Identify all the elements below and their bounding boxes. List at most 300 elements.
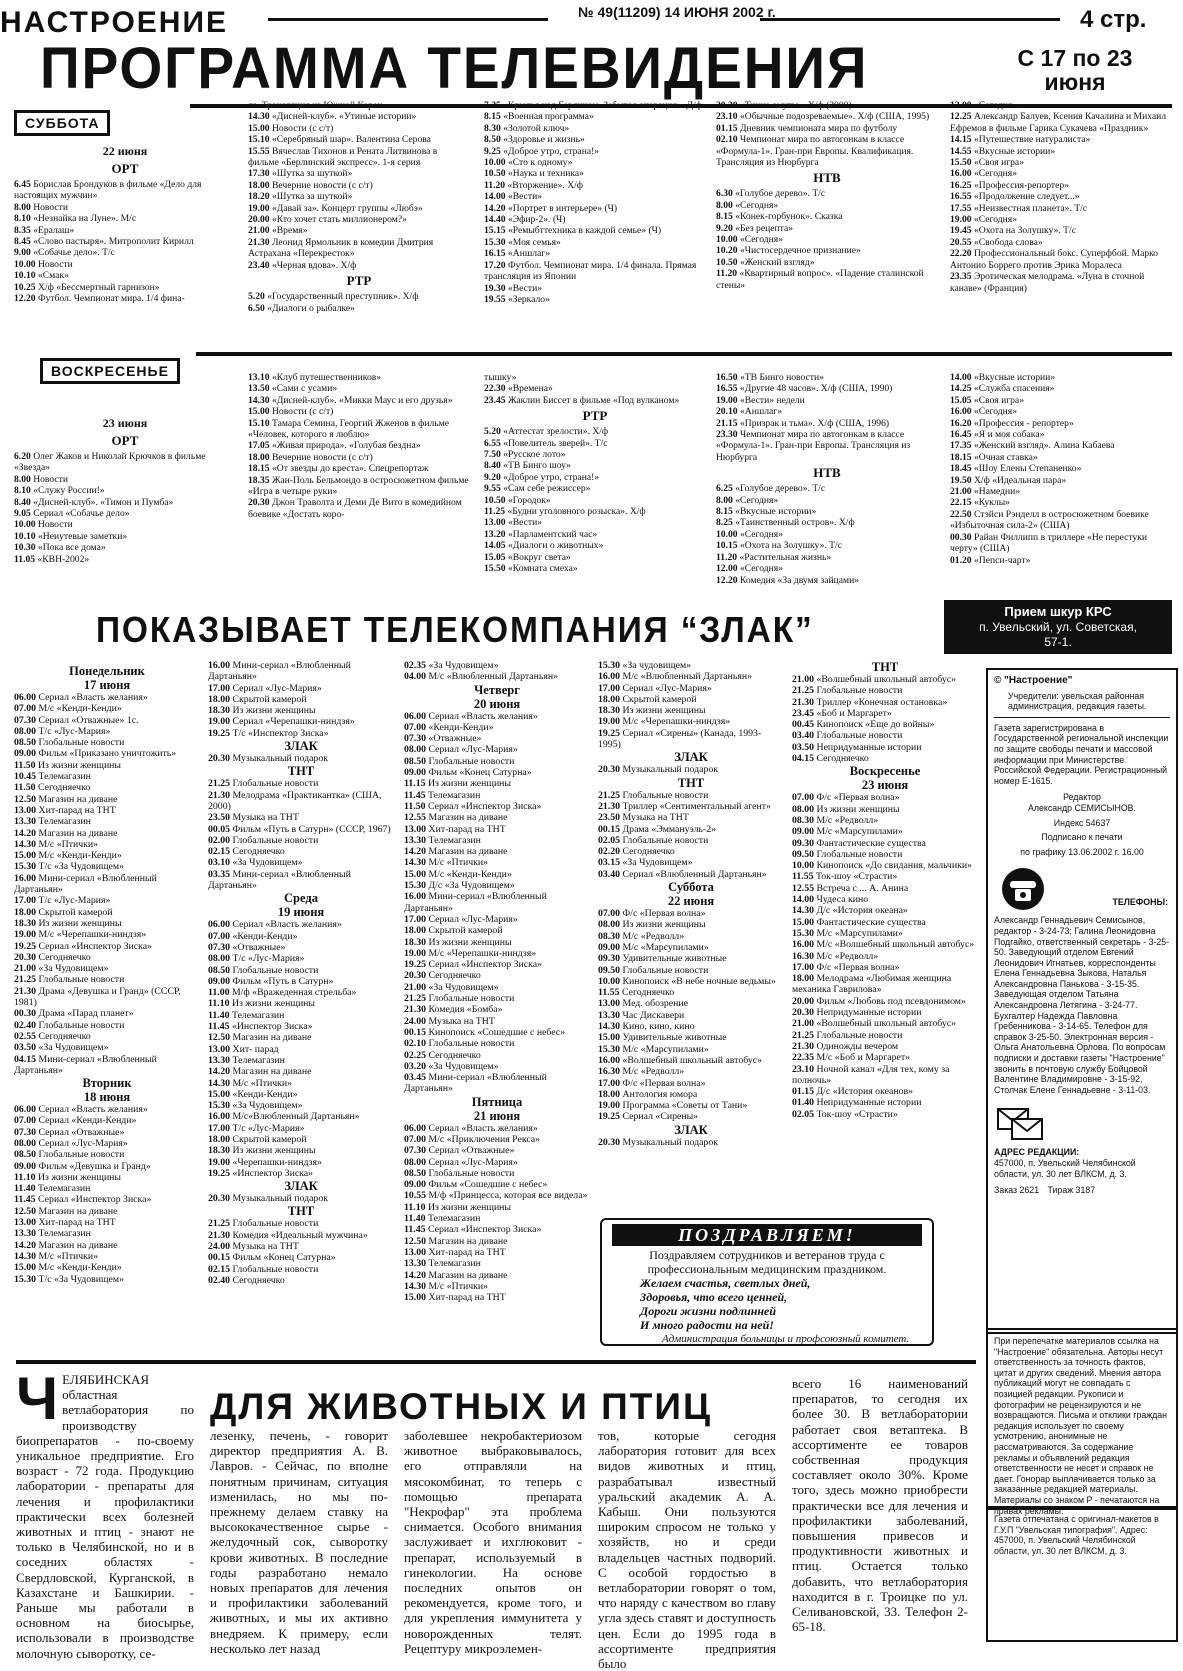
program-entry: 16.30 М/с «Редволл» <box>598 1066 685 1078</box>
imprint-box <box>986 668 1178 1334</box>
congrats-line: Дороги жизни подлинней <box>640 1304 777 1318</box>
program-entry: 9.00 «Собачье дело». Т/с <box>14 247 115 259</box>
program-entry: 20.55 «Свобода слова» <box>950 236 1043 248</box>
program-entry: 11.40 Телемагазин <box>14 1183 91 1195</box>
zlak-heading: Пятница <box>471 1094 523 1109</box>
program-entry: 18.00 Скрытой камерой <box>404 925 503 937</box>
program-entry: 15.30 Т/с «За Чудовищем» <box>14 1273 124 1285</box>
program-entry: 24.00 Музыка на ТНТ <box>208 1241 299 1253</box>
program-entry: 11.50 Из жизни женщины <box>14 759 122 771</box>
program-entry: 08.00 Сериал «Лус-Мария» <box>14 1137 128 1149</box>
imprint-brand: © "Настроение" <box>994 675 1073 686</box>
printing-box <box>986 1506 1178 1642</box>
program-entry: 17.55 «Неизвестная планета». Т/с <box>950 202 1088 214</box>
program-entry: 13.30 Телемагазин <box>14 1228 91 1240</box>
program-entry: 23.10 «Обычные подозреваемые». Х/ф (США, 1995) <box>716 111 930 123</box>
program-entry: 10.25 Х/ф «Бессмертный гарнизон» <box>14 281 160 293</box>
zlak-column <box>598 660 784 1148</box>
program-entry: 02.40 Глобальные новости <box>14 1019 125 1031</box>
program-entry: 18.00 Вечерние новости (с с/т) <box>248 451 373 463</box>
program-entry: 16.00 «Сегодня» <box>950 406 1017 418</box>
program-entry: 11.45 Сериал «Инспектор Зиска» <box>14 1194 152 1206</box>
program-entry: 11.55 Ток-шоу «Страсти» <box>792 871 898 883</box>
program-entry: 23.50 Музыка на ТНТ <box>208 812 299 824</box>
program-entry: 14.20 Магазин на диване <box>14 827 118 839</box>
program-entry: 07.00 М/с «Приключения Рекса» <box>404 1133 541 1145</box>
program-entry: 17.05 «Живая природа». «Голубая бездна» <box>248 440 421 452</box>
program-entry: 22.15 «Куклы» <box>950 497 1010 509</box>
envelope-icon <box>996 1103 1046 1143</box>
program-entry: 8.45 «Слово пастыря». Митрополит Кирилл <box>14 236 194 248</box>
zlak-heading: 21 июня <box>473 1108 521 1123</box>
program-entry: 21.30 Комедия «Бомба» <box>404 1004 503 1016</box>
program-entry: 21.30 Драма «Девушка и Гранд» (СССР, 1981) <box>14 985 181 1009</box>
program-entry: 23.45 Жаклин Биссет в фильме «Под вулканом» <box>484 394 680 406</box>
zlak-heading: Вторник <box>82 1076 132 1091</box>
program-entry: 21.25 Глобальные новости <box>404 993 515 1005</box>
date-range-line1: С 17 по 23 <box>1017 45 1133 71</box>
program-entry: тышку» <box>484 372 517 383</box>
program-entry: 22.35 М/с «Боб и Маргарет» <box>792 1052 911 1064</box>
zlak-column <box>404 660 590 1303</box>
program-entry: 14.00 «Вести» <box>484 191 543 203</box>
program-entry: 00.30 Драма «Парад планет» <box>14 1008 134 1020</box>
program-entry: 03.40 Глобальные новости <box>792 730 903 742</box>
program-entry: 12.55 Встреча с ... А. Анина <box>792 882 909 894</box>
congrats-signature: Администрация больницы и профсоюзный комитет. <box>662 1333 910 1345</box>
program-entry: 13.00 Хит- парад <box>208 1043 279 1055</box>
article-col-3: заболевшее некробактериозом животное выбраковывалось, его отправляли на мясокомбинат, то теперь с помощью препарата "Некрофар" эта проблема снимается. Особого внимания заслуживает и ихглюковит - препарат, используемый в гинекологии. На основе последних опытов он рекомендуется, кроме того, и для укрепления иммунитета у новорожденных телят. Рецептуру микроэлемен- <box>404 1428 582 1656</box>
program-entry: 03.10 «За Чудовищем» <box>208 857 303 869</box>
program-entry: 19.00 «Сегодня» <box>950 214 1017 226</box>
program-entry: 02.25 Сегодняечко <box>404 1049 481 1061</box>
program-entry: 08.00 Т/с «Лус-Мария» <box>208 953 305 965</box>
program-entry: 14.00 «Вкусные истории» <box>950 372 1056 383</box>
program-entry: 21.00 «Волшебный школьный автобус» <box>792 1018 956 1030</box>
program-entry: 13.00 Хит-парад на ТНТ <box>404 823 506 835</box>
program-entry: 13.30 Телемагазин <box>14 816 91 828</box>
article-col-2: лезенку, печень, - говорит директор предприятия А. В. Лавров. - Сейчас, по вполне понятным причинам, ситуация изменилась, но мы по-прежнему делаем ставку на высококачественное сырье - желудочный сок, сыворотку крови животных. В последние годы разработано немало новых препаратов для лечения и профилактики заболеваний животных, и мы их активно внедряем. К примеру, если несколько лет назад <box>210 1428 388 1656</box>
program-entry: 13.00 Мед. обозрение <box>598 998 688 1010</box>
ad-address-2: 57-1. <box>1044 635 1072 649</box>
program-entry: 15.00 Хит-парад на ТНТ <box>404 1292 506 1304</box>
program-entry: 15.00 Удивительные животные <box>598 1032 727 1044</box>
program-entry: 6.20 Олег Жаков и Николай Крючков в фильме «Звезда» <box>14 451 206 474</box>
program-entry: 6.25 «Голубое дерево». Т/с <box>716 483 826 495</box>
program-entry: 17.20 Футбол. Чемпионат мира. 1/4 финала. Прямая трансляция из Японии <box>484 259 697 283</box>
program-entry: 11.05 «КВН-2002» <box>14 553 90 565</box>
program-entry: 17.00 Т/с «Лус-Мария» <box>14 895 111 907</box>
program-entry: 03.50 «За Чудовищем» <box>14 1042 109 1054</box>
zlak-heading: ЗЛАК <box>284 739 318 754</box>
program-entry: 5.20 «Государственный преступник». Х/ф <box>248 291 419 303</box>
program-entry: 00.30 Райан Филлипп в триллере «Не перестуки черту» (США) <box>950 531 1148 555</box>
program-entry: 01.15 Дневник чемпионата мира по футболу <box>716 122 898 134</box>
program-entry: 21.30 Леонид Ярмольник в комедии Дмитрия Астрахана «Перекресток» <box>248 236 434 260</box>
program-entry: 15.10 Тамара Семина, Георгий Жженов в фильме «Человек, которого я люблю» <box>248 417 450 441</box>
program-entry: 14.55 «Вкусные истории» <box>950 145 1056 157</box>
program-entry: 11.40 Телемагазин <box>208 1009 285 1021</box>
program-entry: 20.30 Музыкальный подарок <box>208 753 328 765</box>
program-entry: 02.00 Глобальные новости <box>208 834 319 846</box>
program-entry: 16.00 «Сегодня» <box>950 168 1017 180</box>
program-entry: 12.00 «Сегодня» <box>950 100 1017 111</box>
program-entry: 10.50 «Женский взгляд» <box>716 256 815 268</box>
program-entry: 08.50 Глобальные новости <box>14 737 125 749</box>
program-entry: 11.10 Из жизни женщины <box>14 1171 122 1183</box>
program-entry: 20.30 Музыкальный подарок <box>208 1193 328 1205</box>
program-entry: 02.05 Глобальные новости <box>598 834 709 846</box>
program-entry: 18.30 Из жизни женщины <box>598 705 706 717</box>
print-run: Тираж 3187 <box>1047 1185 1096 1196</box>
zlak-heading: ТНТ <box>871 660 899 674</box>
program-entry: 11.20 «Вторжение». Х/ф <box>484 179 584 191</box>
program-entry: 17.30 «Шутка за шуткой» <box>248 168 353 180</box>
program-entry: 16.30 М/с «Редволл» <box>792 950 879 962</box>
program-entry: 18.20 «Шутка за шуткой» <box>248 191 353 203</box>
channel-name: ОРТ <box>111 433 139 448</box>
program-entry: 07.30 Сериал «Отважные» <box>404 1145 515 1157</box>
program-entry: 8.35 «Ералаш» <box>14 224 75 236</box>
ad-title: Прием шкур КРС <box>1004 604 1112 619</box>
program-entry: 06.00 Сериал «Власть желания» <box>208 919 342 931</box>
program-entry: 10.30 «Пока все дома» <box>14 542 106 554</box>
program-entry: 18.30 Из жизни женщины <box>208 1145 316 1157</box>
program-entry: 14.15 «Путешествие натуралиста» <box>950 134 1091 146</box>
program-entry: ла. Трансляция из Южной Кореи <box>248 100 383 111</box>
program-entry: 13.00 Хит-парад на ТНТ <box>14 804 116 816</box>
program-entry: 16.00 Мини-сериал «Влюбленный Дартаньян» <box>208 660 351 683</box>
program-entry: 12.00 «Сегодня» <box>716 563 783 575</box>
program-entry: 18.00 Скрытой камерой <box>14 906 113 918</box>
program-entry: 18.35 Жан-Поль Бельмондо в остросюжетном фильме «Игра в четыре руки» <box>248 474 469 498</box>
program-entry: 18.00 Вечерние новости (с с/т) <box>248 179 373 191</box>
program-entry: 21.25 Глобальные новости <box>208 1218 319 1230</box>
program-entry: 08.00 Т/с «Лус-Мария» <box>14 725 111 737</box>
program-entry: 02.40 Сегодняечко <box>208 1274 285 1286</box>
imprint-registration: Газета зарегистрирована в Государственной региональной инспекции по защите свободы печати и массовой информации при Министерстве Российской Федерации. Регистрационный номер Е-1615. <box>994 722 1169 786</box>
program-entry: 07.00 Ф/с «Первая волна» <box>598 908 706 920</box>
program-entry: 17.35 «Женский взгляд». Алина Кабаева <box>950 440 1115 452</box>
zlak-heading: ТНТ <box>677 775 705 790</box>
sunday-column <box>716 372 938 586</box>
program-entry: 01.40 Непридуманные истории <box>792 1097 922 1109</box>
program-entry: 10.10 «Неиутевые заметки» <box>14 530 128 542</box>
printing-text: Газета отпечатана с оригинал-макетов в Г.У.П "Увельская типография". Адрес: 457000, п. Увельский Челябинской области, ул. 30 лет ВЛКСМ, д. 3. <box>994 1514 1159 1556</box>
program-entry: 21.30 Одиножды вечером <box>792 1040 899 1052</box>
congrats-verse <box>602 1276 932 1332</box>
program-entry: 11.50 Сериал «Инспектор Зиска» <box>404 800 542 812</box>
congrats-lead: Поздравляем сотрудников и ветеранов труда с профессиональным медицинским праздником. <box>647 1248 887 1276</box>
program-entry: 15.00 Новости (с с/т) <box>248 406 334 418</box>
program-entry: 19.25 Сериал «Сирены» (Канада, 1993-1995) <box>598 727 762 751</box>
program-entry: 23.40 «Черная вдова». Х/ф <box>248 259 357 271</box>
program-entry: 07.00 Ф/с «Первая волна» <box>792 792 900 804</box>
program-entry: 18.00 Скрытой камерой <box>208 693 307 705</box>
program-entry: 07.30 Сериал «Отважные» 1с. <box>14 714 139 726</box>
schedule-date: 22 июня <box>102 144 148 158</box>
rules-box <box>986 1328 1178 1516</box>
zlak-heading: Воскресенье <box>849 764 921 779</box>
phone-icon <box>1000 867 1046 911</box>
program-entry: 11.10 Из жизни женщины <box>404 1201 512 1213</box>
program-entry: 9.55 «Сам себе режиссер» <box>484 483 591 495</box>
program-entry: 12.20 Футбол. Чемпионат мира. 1/4 фина- <box>14 293 185 305</box>
program-entry: 02.15 Сегодняечко <box>208 846 285 858</box>
program-entry: 7.25 «Крылья над Берлином. Забытая операция». Д/ф <box>484 100 702 111</box>
program-entry: 19.00 М/с «Черепашки-ниндзя» <box>14 929 147 941</box>
zlak-heading: ТНТ <box>287 1204 315 1219</box>
program-entry: 18.00 Мелодрама «Любимая женщина механика Гаврилова» <box>792 973 952 996</box>
program-entry: 08.50 Глобальные новости <box>404 755 515 767</box>
program-entry: 17.00 Т/с «Лус-Мария» <box>208 1122 305 1134</box>
sunday-column <box>484 372 706 575</box>
program-entry: 18.15 «Очная ставка» <box>950 451 1038 463</box>
program-entry: 08.30 М/с «Редволл» <box>598 930 685 942</box>
program-entry: 19.00 М/с «Черепашки-ниндзя» <box>404 947 537 959</box>
program-entry: 17.00 Сериал «Лус-Мария» <box>598 682 712 694</box>
program-entry: 15.05 «Вокруг света» <box>484 551 571 563</box>
program-entry: 6.45 Борислав Брондуков в фильме «Дело для настоящих мужчин» <box>14 179 202 202</box>
program-entry: 7.50 «Русское лото» <box>484 449 566 461</box>
program-entry: 09.00 Фильм «Девушка и Гранд» <box>14 1160 151 1172</box>
saturday-column <box>716 100 938 291</box>
program-entry: 00.45 Кинопоиск «Еще до войны» <box>792 719 935 731</box>
zlak-column <box>14 664 200 1285</box>
program-entry: 23.30 Чемпионат мира по автогонкам в классе «Формула-1». Гран-при Европы. Трансляция из Нюрбурга <box>716 429 911 463</box>
zlak-heading: 23 июня <box>861 778 909 793</box>
page-number: 4 стр. <box>1080 6 1147 33</box>
program-entry: 19.00 «Черепашки-ниндзя» <box>208 1156 322 1168</box>
program-entry: 17.00 Сериал «Лус-Мария» <box>208 682 322 694</box>
program-entry: 15.30 «За Чудовищем» <box>208 1100 303 1112</box>
program-entry: 01.15 Д/с «История океанов» <box>792 1086 914 1098</box>
program-entry: 14.20 Магазин на диване <box>208 1066 312 1078</box>
program-entry: 15.00 М/с «Кенди-Кенди» <box>14 1262 122 1274</box>
program-entry: 08.00 Из жизни женщины <box>792 803 900 815</box>
program-entry: 19.45 «Охота на Золушку». Т/с <box>950 225 1076 237</box>
program-entry: 20.10 «Аншлаг» <box>716 406 783 418</box>
program-entry: 00.15 Драма «Эммануэль-2» <box>598 823 716 835</box>
program-entry: 09.50 Глобальные новости <box>598 964 709 976</box>
saturday-column <box>248 100 470 314</box>
program-entry: 21.00 «Время» <box>248 225 308 237</box>
program-entry: 12.50 Магазин на диване <box>14 1205 118 1217</box>
masthead-rule <box>760 18 1060 21</box>
program-entry: 14.20 Магазин на диване <box>14 1239 118 1251</box>
program-entry: 21.25 Глобальные новости <box>598 789 709 801</box>
program-entry: 07.30 Сериал «Отважные» <box>14 1126 125 1138</box>
program-entry: 11.20 «Растительная жизнь» <box>716 551 832 563</box>
phones-text: Александр Геннадьевич Семисынов, редактор - 3-24-73; Галина Леонидовна Подгайко, ответственный секретарь - 3-25-50. Заведующий отделом Евгений Леонидович Игнатьев, корреспонденты Елена Геннадьевна Зыкова, Наталья Александровна Панькова - 3-15-35. Заведующая отделом Татьяна Александровна Летягина - 3-24-77. Бухгалтер Надежда Павловна Гребенникова - 3-14-65. Телефон для справок 3-25-50. Электронная версия - Ольга Анатольевна Орлова. По вопросам подписки и доставки газеты "Настроение" звонить в почтовую службу Бойцовой Валентине Владимировне - 3-15-92, Столчак Елене Геннадьевне - 3-11-03. <box>994 915 1170 1095</box>
program-entry: 19.00 «Вести» недели <box>716 394 805 406</box>
program-entry: 14.20 Магазин на диване <box>404 846 508 858</box>
rules-text: При перепечатке материалов ссылка на "Настроение" обязательна. Авторы несут ответственность за точность фактов, цитат и других сведений. Мнения автора публикаций могут не совпадать с позицией редакции. Рукописи и фотографии не рецензируются и не возвращаются. Письма и отклики граждан редакция использует по своему усмотрению, анонимные не рассматриваются. За содержание рекламы и объявлений редакция ответственности не несет и справок не дает. Гонорар выплачивается только за заказанные редакцией материалы. Материалы со знаком Р - печатаются на правах рекламы. <box>994 1336 1168 1516</box>
program-entry: 15.10 «Серебряный шар». Валентина Серова <box>248 134 431 146</box>
program-entry: 12.25 Александр Балуев, Ксения Качалина и Михаил Ефремов в фильме Гарика Сукачева «Праздник» <box>950 111 1167 134</box>
program-entry: 11.40 Телемагазин <box>404 1213 481 1225</box>
program-entry: 15.00 М/с «Кенди-Кенди» <box>14 850 122 862</box>
program-entry: 14.40 «Эфир-2». (Ч) <box>484 214 566 226</box>
index: Индекс 54637 <box>1053 817 1111 828</box>
program-entry: 21.00 «За Чудовищем» <box>404 981 499 993</box>
editor-title: Редактор <box>1063 792 1101 803</box>
program-entry: 9.20 «Без рецепта» <box>716 222 794 234</box>
article-col-5: всего 16 наименований препаратов, то сегодня их более 30. В ветлаборатории работает своя ветаптека. В ассортименте ее товаров собственная продукция составляет около 30%. Кроме того, здесь можно приобрести практически все для лечения и профилактики заболеваний, повышения привесов и продуктивности животных и птиц. Остается только добавить, что ветлаборатория находится в г. Троицке по ул. Селивановской, 33. Телефон 2-65-18. <box>792 1376 968 1635</box>
program-entry: 10.50 «Городок» <box>484 494 551 506</box>
program-entry: 18.30 Из жизни женщины <box>404 936 512 948</box>
program-entry: 14.30 М/с «Птички» <box>404 857 489 869</box>
program-entry: 14.30 М/с «Птички» <box>14 1250 99 1262</box>
program-entry: 09.00 М/с «Марсупилами» <box>598 941 709 953</box>
program-entry: 21.30 Комедия «Идеальный мужчина» <box>208 1229 368 1241</box>
section-name: НАСТРОЕНИЕ <box>0 6 229 39</box>
program-entry: 10.00 Кинопоиск «В небе ночные ведьмы» <box>598 975 776 987</box>
zlak-heading: ТНТ <box>287 764 315 779</box>
program-entry: 06.00 Сериал «Власть желания» <box>404 1122 538 1134</box>
program-entry: 04.00 М/с «Влюбленный Дартаньян» <box>404 671 559 683</box>
program-entry: 6.30 «Голубое дерево». Т/с <box>716 188 826 200</box>
program-entry: 00.15 Кинопоиск «Сошедшие с небес» <box>404 1026 566 1038</box>
program-entry: 14.30 М/с «Птички» <box>404 1280 489 1292</box>
article-col-4: тов, которые сегодня лаборатория готовит для всех видов животных и птиц, разрабатывал известный уральский академик А. А. Кабыш. Они пользуются широким спросом не только у хозяйств, но и среди владельцев частных подворий. С особой гордостью в ветлаборатории говорят о том, что наряду с качеством во главу угла здесь ставят и доступность цен. Если до 1995 года в ассортименте предприятия было <box>598 1428 776 1671</box>
ad-address: п. Увельский, ул. Советская, <box>979 620 1137 634</box>
program-entry: 18.30 Из жизни женщины <box>14 917 122 929</box>
imprint-founder: Учредители: увельская районная администрация, редакция газеты. <box>1008 690 1147 712</box>
date-range <box>990 46 1160 94</box>
program-entry: 02.20 Сегодняечко <box>598 846 675 858</box>
program-entry: 21.25 Глобальные новости <box>792 1029 903 1041</box>
program-entry: 10.15 «Охота на Золушку». Т/с <box>716 540 842 552</box>
zlak-heading: Суббота <box>668 880 714 895</box>
program-entry: 19.00 «Давай за». Концерт группы «Любэ» <box>248 202 423 214</box>
zlak-column <box>208 660 394 1286</box>
program-entry: 10.00 «Сто к одному» <box>484 157 573 169</box>
program-entry: 15.30 Т/с «За Чудовищем» <box>14 861 124 873</box>
program-entry: 11.50 Сегодняечко <box>14 782 91 794</box>
program-entry: 20.30 Музыкальный подарок <box>598 1136 718 1148</box>
program-entry: 07.00 «Кенди-Кенди» <box>404 721 494 733</box>
program-entry: 11.45 «Инспектор Зиска» <box>208 1021 313 1033</box>
program-entry: 02.15 Глобальные новости <box>208 1263 319 1275</box>
program-entry: 10.00 Кинопоиск «До свидания, мальчики» <box>792 860 972 872</box>
program-entry: 00.15 Фильм «Конец Сатурна» <box>208 1252 336 1264</box>
program-entry: 19.25 Сериал «Сирены» <box>598 1111 699 1123</box>
program-entry: 8.00 «Сегодня» <box>716 199 779 211</box>
program-entry: 23.45 «Боб и Маргарет» <box>792 707 892 719</box>
program-entry: 12.55 Магазин на диване <box>404 812 508 824</box>
program-entry: 02.10 Чемпионат мира по автогонкам в классе «Формула-1». Гран-при Европы. Квалификация. Трансляция из Нюрбурга <box>716 134 914 169</box>
program-entry: 10.55 М/ф «Принцесса, которая все видела» <box>404 1190 588 1202</box>
program-entry: 13.50 «Сами с усами» <box>248 383 338 395</box>
program-entry: 12.20 Комедия «За двумя зайцами» <box>716 574 860 586</box>
program-entry: 12.50 Магазин на диване <box>14 793 118 805</box>
program-entry: 14.30 «Дисней-клуб». «Утиные истории» <box>248 111 417 123</box>
program-entry: 16.55 «Другие 48 часов». Х/ф (США, 1990) <box>716 383 893 395</box>
issue-info: № 49(11209) 14 ИЮНЯ 2002 г. <box>578 4 776 20</box>
program-entry: 16.00 Мини-сериал «Влюбленный Дартаньян» <box>14 872 157 896</box>
program-entry: 14.05 «Диалоги о животных» <box>484 540 604 552</box>
program-entry: 21.00 «Намедни» <box>950 486 1021 498</box>
program-entry: 15.30 Д/с «За Чудовищем» <box>404 880 515 892</box>
program-entry: 10.00 Новости <box>14 258 73 270</box>
program-entry: 8.15 «Конек-горбунок». Сказка <box>716 211 843 223</box>
program-entry: 20.30 Музыкальный подарок <box>598 764 718 776</box>
zlak-heading: 20 июня <box>473 696 521 711</box>
program-entry: 24.00 Музыка на ТНТ <box>404 1015 495 1027</box>
program-entry: 19.25 Сериал «Инспектор Зиска» <box>404 959 542 971</box>
program-entry: 16.00 М/с«Влюбленный Дартаньян» <box>208 1111 360 1123</box>
program-entry: 21.25 Глобальные новости <box>792 685 903 697</box>
program-entry: 19.25 Т/с «Инспектор Зиска» <box>208 727 329 739</box>
article-title: ДЛЯ ЖИВОТНЫХ И ПТИЦ <box>210 1386 712 1427</box>
sunday-column <box>14 372 236 565</box>
program-entry: 20.30 Сегодняечко <box>404 970 481 982</box>
program-entry: 19.50 Х/ф «Идеальная пара» <box>950 474 1067 486</box>
program-entry: 03.40 Сериал «Влюбленный Дартаньян» <box>598 868 767 880</box>
program-entry: 13.30 Час Дискавери <box>598 1009 685 1021</box>
program-entry: 15.55 Вячеслав Тихонов и Рената Литвинова в фильме «Берлинский экспресс». 1-я серия <box>248 145 438 169</box>
program-entry: 09.30 Фантастические существа <box>792 837 926 849</box>
drop-cap: Ч <box>16 1365 59 1432</box>
program-entry: 19.55 «Зеркало» <box>484 293 550 305</box>
zlak-heading: ЗЛАК <box>674 750 708 765</box>
day-label-sunday: ВОСКРЕСЕНЬЕ <box>40 358 180 384</box>
program-entry: 10.00 Новости <box>14 519 73 531</box>
program-entry: 16.55 «Продолжение следует...» <box>950 191 1080 203</box>
program-entry: 08.30 М/с «Редволл» <box>792 814 879 826</box>
program-entry: 03.50 Непридуманные истории <box>792 741 922 753</box>
day-rule <box>196 352 1172 356</box>
program-entry: 14.20 «Портрет в интерьере» (Ч) <box>484 202 618 214</box>
program-entry: 16.00 «Волшебный школьный автобус» <box>598 1054 762 1066</box>
program-entry: 13.00 «Вести» <box>484 517 543 529</box>
program-entry: 07.00 Сериал «Кенди-Кенди» <box>14 1115 137 1127</box>
program-entry: 16.25 «Профессия-репортер» <box>950 179 1069 191</box>
zlak-heading: Четверг <box>474 682 520 697</box>
program-entry: 16.15 «Аншлаг» <box>484 248 551 260</box>
zlak-heading: 17 июня <box>83 678 131 692</box>
program-entry: 11.15 Из жизни женщины <box>404 778 512 790</box>
program-entry: 21.30 Мелодрама «Практикантка» (США, 2000) <box>208 789 382 812</box>
masthead-rule <box>268 18 548 21</box>
program-entry: 07.00 М/с «Кенди-Кенди» <box>14 703 122 715</box>
program-entry: 02.05 Ток-шоу «Страсти» <box>792 1108 898 1120</box>
program-entry: 14.30 М/с «Птички» <box>14 838 99 850</box>
program-entry: 09.00 М/с «Марсупилами» <box>792 826 903 838</box>
program-entry: 8.15 «Вкусные истории» <box>716 506 817 518</box>
program-entry: 15.50 «Своя игра» <box>950 157 1024 169</box>
program-entry: 08.50 Глобальные новости <box>404 1167 515 1179</box>
saturday-column <box>950 100 1172 294</box>
program-entry: 22.30 «Времена» <box>484 383 553 395</box>
program-entry: 11.10 Из жизни женщины <box>208 998 316 1010</box>
program-entry: 08.00 Из жизни женщины <box>598 919 706 931</box>
program-entry: 03.45 Мини-сериал «Влюбленный Дартаньян» <box>404 1072 547 1095</box>
program-entry: 15.30 М/с «Марсупилами» <box>792 927 903 939</box>
program-entry: 18.30 Из жизни женщины <box>208 705 316 717</box>
ad-krs <box>944 600 1172 654</box>
program-entry: 09.00 Фильм «Конец Сатурна» <box>404 767 532 779</box>
program-entry: 20.30 Непридуманные истории <box>792 1007 922 1019</box>
program-entry: 21.30 Триллер «Сентиментальный агент» <box>598 800 771 812</box>
program-entry: 10.00 «Сегодня» <box>716 528 783 540</box>
program-entry: 13.00 Хит-парад на ТНТ <box>404 1246 506 1258</box>
program-entry: 14.00 Чудеса кино <box>792 894 869 906</box>
program-entry: 09.50 Глобальные новости <box>792 848 903 860</box>
address-title: АДРЕС РЕДАКЦИИ: <box>994 1147 1080 1158</box>
zlak-heading: Среда <box>284 891 318 906</box>
